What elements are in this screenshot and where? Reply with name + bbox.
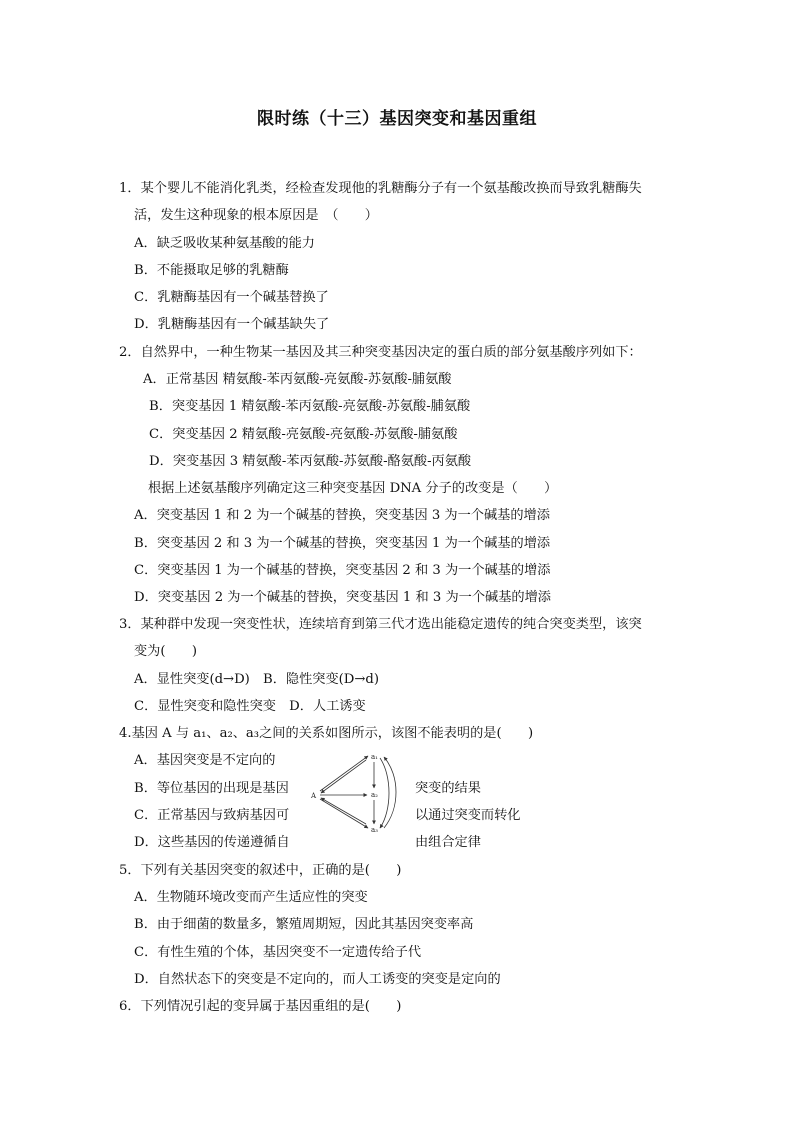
q2-option-a: A．突变基因 1 和 2 为一个碱基的替换，突变基因 3 为一个碱基的增添 [134,508,550,523]
page-title: 限时练（十三）基因突变和基因重组 [257,109,537,129]
diagram-node-a2: a₂ [371,791,378,799]
q2-sequence-b: B．突变基因 1 精氨酸-苯丙氨酸-亮氨酸-苏氨酸-脯氨酸 [149,399,471,414]
q4-option-b-left: B．等位基因的出现是基因 [134,781,289,796]
q3-stem-line2: 变为( ) [134,644,198,659]
q4-option-b-right: 突变的结果 [415,781,481,796]
arrow-a1-to-a [321,760,366,793]
q1-stem-line1: 1．某个婴儿不能消化乳类，经检查发现他的乳糖酶分子有一个氨基酸改换而导致乳糖酶失 [119,181,642,196]
q1-stem-line2: 活，发生这种现象的根本原因是 （ ） [134,208,378,223]
q4-option-c-left: C．正常基因与致病基因可 [134,808,290,823]
diagram-node-a: A [311,792,317,800]
q5-option-b: B．由于细菌的数量多，繁殖周期短，因此其基因突变率高 [134,917,474,932]
q2-option-d: D．突变基因 2 为一个碱基的替换，突变基因 1 和 3 为一个碱基的增添 [134,590,551,605]
arrow-a1-to-a3 [380,758,389,828]
q4-option-a: A．基因突变是不定向的 [134,753,276,768]
q2-stem: 2．自然界中，一种生物某一基因及其三种突变基因决定的蛋白质的部分氨基酸序列如下： [119,345,642,360]
arrow-a3-to-a [321,798,366,824]
q2-sequence-d: D．突变基因 3 精氨酸-苯丙氨酸-苏氨酸-酪氨酸-丙氨酸 [149,454,472,469]
q3-stem-line1: 3．某种群中发现一突变性状，连续培育到第三代才选出能稳定遗传的纯合突变类型，该突 [119,617,642,632]
q5-stem: 5．下列有关基因突变的叙述中，正确的是( ) [119,863,402,878]
q5-option-d: D．自然状态下的突变是不定向的，而人工诱变的突变是定向的 [134,972,501,987]
q4-option-d-right: 由组合定律 [415,835,481,850]
q2-question: 根据上述氨基酸序列确定这三种突变基因 DNA 分子的改变是（ ） [148,481,558,496]
q2-option-b: B．突变基因 2 和 3 为一个碱基的替换，突变基因 1 为一个碱基的增添 [134,536,551,551]
q6-stem: 6．下列情况引起的变异属于基因重组的是( ) [119,999,402,1014]
q5-option-a: A．生物随环境改变而产生适应性的突变 [134,890,368,905]
arrow-a-to-a1 [320,756,368,791]
q3-options-cd: C．显性突变和隐性突变 D．人工诱变 [134,699,366,714]
q1-option-b: B．不能摄取足够的乳糖酶 [134,263,289,278]
q1-option-c: C．乳糖酶基因有一个碱基替换了 [134,290,329,305]
diagram-node-a1: a₁ [371,753,378,761]
diagram-node-a3: a₃ [371,826,378,834]
q1-option-a: A．缺乏吸收某种氨基酸的能力 [134,236,315,251]
arrow-a-to-a3 [320,799,368,828]
q1-option-d: D．乳糖酶基因有一个碱基缺失了 [134,317,330,332]
q4-option-c-right: 以通过突变而转化 [415,808,521,823]
gene-mutation-diagram [308,748,412,836]
arrow-a3-to-a1 [384,757,396,828]
q4-stem: 4.基因 A 与 a₁、a₂、a₃之间的关系如图所示，该图不能表明的是( ) [119,726,534,741]
q2-sequence-c: C．突变基因 2 精氨酸-亮氨酸-亮氨酸-苏氨酸-脯氨酸 [149,427,458,442]
q2-sequence-a: A．正常基因 精氨酸-苯丙氨酸-亮氨酸-苏氨酸-脯氨酸 [143,372,452,387]
q5-option-c: C．有性生殖的个体，基因突变不一定遗传给子代 [134,945,422,960]
q3-options-ab: A．显性突变(d→D) B．隐性突变(D→d) [134,672,379,687]
q2-option-c: C．突变基因 1 为一个碱基的替换，突变基因 2 和 3 为一个碱基的增添 [134,563,551,578]
q4-option-d-left: D．这些基因的传递遵循自 [134,835,290,850]
